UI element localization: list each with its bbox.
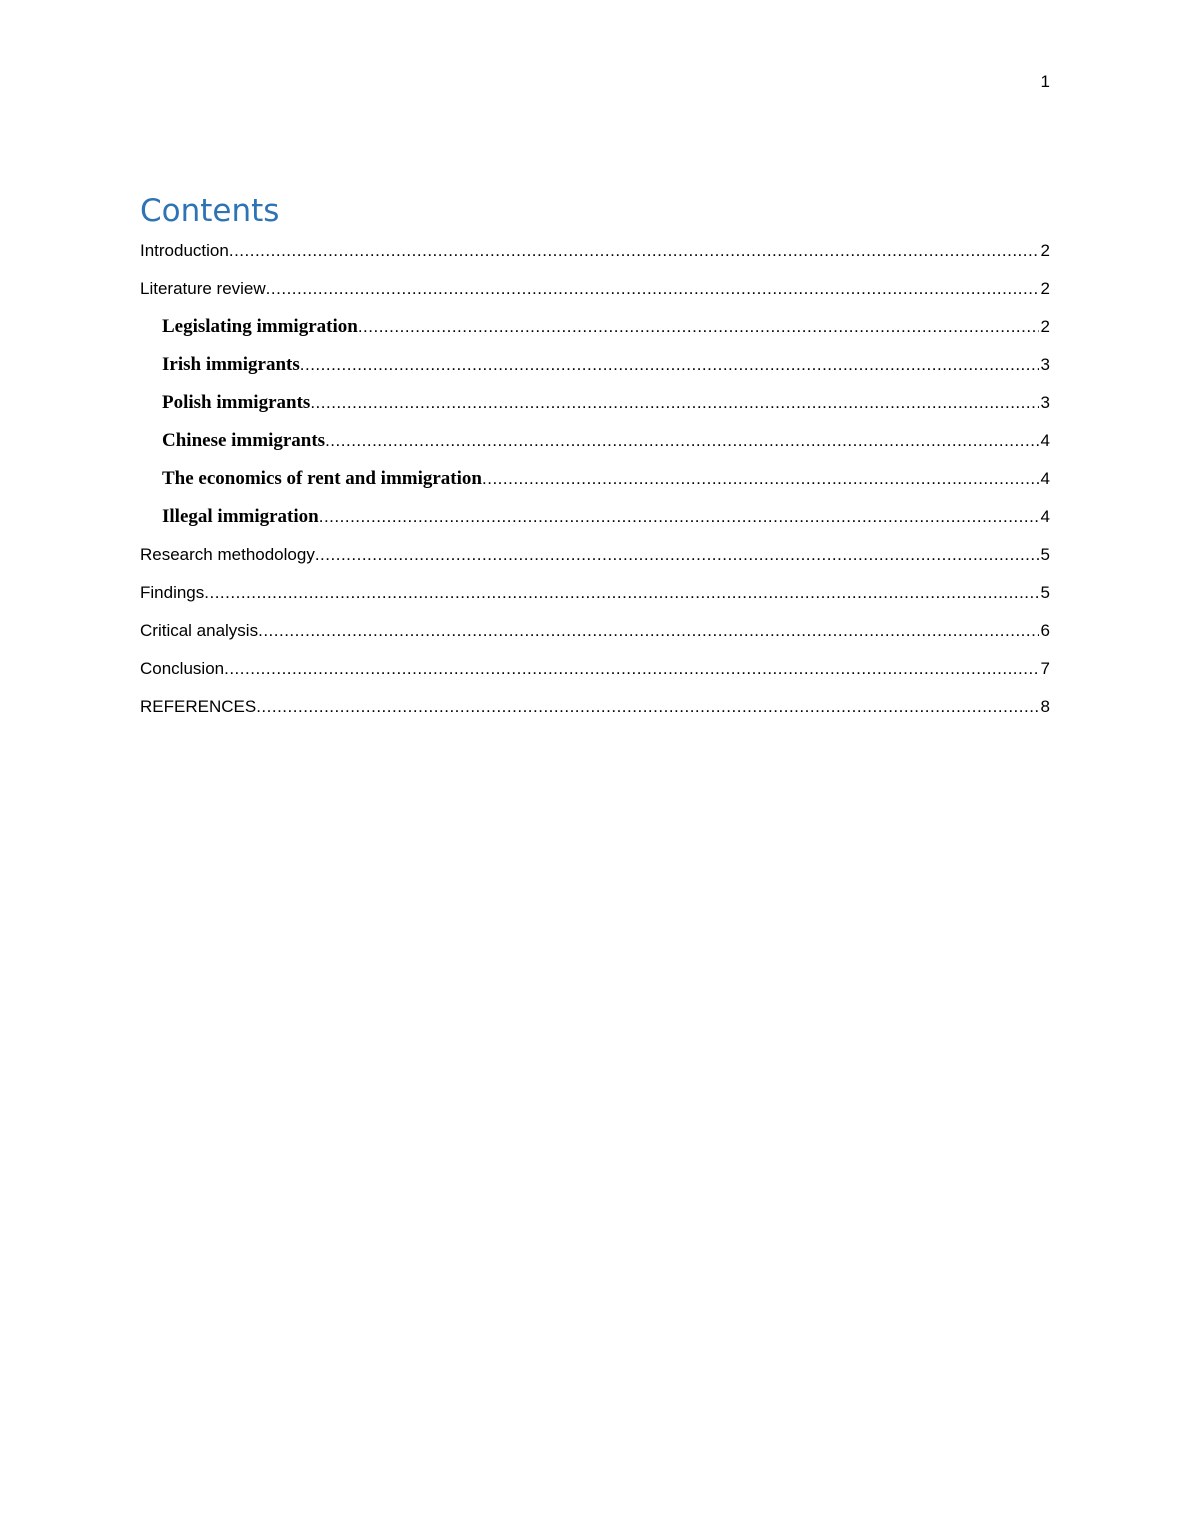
toc-entry-label: Literature review	[140, 279, 266, 298]
toc-leader	[266, 275, 1039, 303]
toc-entry-page: 5	[1040, 545, 1050, 564]
toc-entry-label: Chinese immigrants	[162, 430, 326, 451]
toc-entry-label: The economics of rent and immigration	[162, 468, 482, 489]
page-number: 1	[1040, 72, 1050, 91]
table-of-contents	[140, 237, 1050, 731]
toc-entry-page: 4	[1040, 431, 1050, 450]
toc-entry-findings[interactable]	[140, 579, 1050, 617]
toc-leader	[319, 503, 1039, 531]
contents-title: Contents	[140, 193, 280, 229]
toc-entry-label: Irish immigrants	[162, 354, 300, 375]
toc-leader	[325, 427, 1038, 455]
toc-entry-label: REFERENCES	[140, 697, 257, 716]
toc-entry-label: Legislating immigration	[162, 316, 358, 337]
toc-entry-page: 6	[1040, 621, 1050, 640]
toc-entry-page: 7	[1040, 659, 1050, 678]
toc-entry-label: Illegal immigration	[162, 506, 319, 527]
toc-entry-page: 2	[1040, 279, 1050, 298]
toc-entry-conclusion[interactable]	[140, 655, 1050, 693]
toc-entry-label: Research methodology	[140, 545, 315, 564]
toc-leader	[358, 313, 1039, 341]
toc-leader	[300, 351, 1039, 379]
toc-entry-label: Critical analysis	[140, 621, 259, 640]
toc-leader	[258, 617, 1038, 645]
toc-leader	[315, 541, 1039, 569]
toc-entry-page: 3	[1040, 355, 1050, 374]
toc-entry-legislating-immigration[interactable]	[140, 313, 1050, 351]
toc-entry-economics-of-rent[interactable]	[140, 465, 1050, 503]
toc-entry-literature-review[interactable]	[140, 275, 1050, 313]
toc-leader	[224, 655, 1038, 683]
toc-entry-page: 2	[1040, 317, 1050, 336]
toc-entry-page: 8	[1040, 697, 1050, 716]
toc-entry-introduction[interactable]	[140, 237, 1050, 275]
toc-leader	[310, 389, 1038, 417]
toc-entry-label: Polish immigrants	[162, 392, 311, 413]
toc-leader	[204, 579, 1038, 607]
toc-entry-chinese-immigrants[interactable]	[140, 427, 1050, 465]
toc-entry-references[interactable]	[140, 693, 1050, 731]
toc-entry-label: Introduction	[140, 241, 229, 260]
toc-leader	[256, 693, 1038, 721]
toc-entry-page: 3	[1040, 393, 1050, 412]
toc-entry-page: 4	[1040, 507, 1050, 526]
toc-entry-label: Conclusion	[140, 659, 225, 678]
toc-leader	[482, 465, 1039, 493]
toc-entry-page: 5	[1040, 583, 1050, 602]
toc-entry-critical-analysis[interactable]	[140, 617, 1050, 655]
toc-entry-polish-immigrants[interactable]	[140, 389, 1050, 427]
toc-entry-page: 4	[1040, 469, 1050, 488]
toc-leader	[229, 237, 1039, 265]
toc-entry-illegal-immigration[interactable]	[140, 503, 1050, 541]
toc-entry-page: 2	[1040, 241, 1050, 260]
toc-entry-label: Findings	[140, 583, 205, 602]
toc-entry-research-methodology[interactable]	[140, 541, 1050, 579]
toc-entry-irish-immigrants[interactable]	[140, 351, 1050, 389]
